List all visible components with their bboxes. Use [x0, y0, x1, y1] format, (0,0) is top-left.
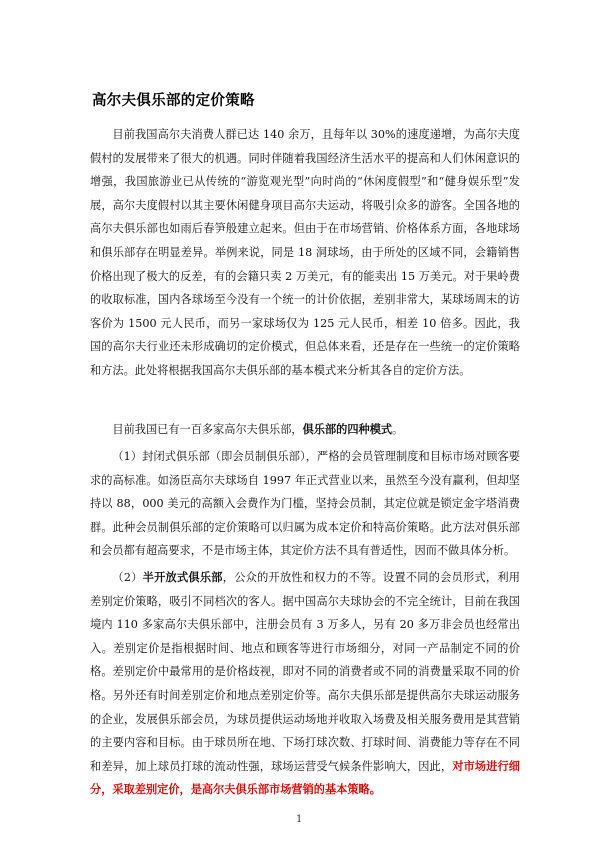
paragraph-market-overview: 目前我国高尔夫消费人群已达 140 余万，且每年以 30%的速度递增，为高尔夫度假村的发展带来了很大的机遇。同时伴随着我国经济生活水平的提高和人们休闲意识的增强，我国旅游业已从传统的“游览观光型”向时尚的“休闲度假型”和“健身娱乐型”发展，高尔夫度假村以其主要休闲健身项目高尔夫运动，将吸引众多的游客。全国各地的高尔夫俱乐部也如雨后春笋般建立起来。但由于在市场营销、价格体系方面，各地球场和俱乐部存在明显差异。举例来说，同是 18 洞球场，由于所处的区域不同，会籍销售价格出现了极大的反差，有的会籍只卖 2 万美元，有的能卖出 15 万美元。对于果岭费的收取标准，国内各球场至今没有一个统一的计价依据，差别非常大，某球场周末的访客价为 1500 元人民币，而另一家球场仅为 125 元人民币，相差 10 倍多。因此，我国的高尔夫行业还未形成确切的定价模式，但总体来看，还是存在一些统一的定价策略和方法。此处将根据我国高尔夫俱乐部的基本模式来分析其各自的定价方法。: [90, 128, 520, 377]
semi-open-highlight: 对市场进行细分，采取差别定价，是高尔夫俱乐部市场营销的基本策略。: [90, 758, 520, 797]
four-modes-lead: 目前我国已有一百多家高尔夫俱乐部，: [112, 423, 303, 436]
paragraph-four-modes-intro: [90, 418, 520, 442]
semi-open-heading: 半开放式俱乐部: [142, 570, 223, 584]
four-modes-bold: 俱乐部的四种模式: [302, 422, 393, 436]
paragraph-semi-open-club: [90, 566, 520, 802]
semi-open-number: （2）: [112, 571, 143, 584]
document-title: 高尔夫俱乐部的定价策略: [92, 93, 255, 109]
semi-open-body: ，公众的开放性和权力的不等。设置不同的会员形式，利用差别定价策略，吸引不同档次的客人。据中国高尔夫球协会的不完全统计，目前在我国境内 110 多家高尔夫俱乐部中，注册会员有 3 万多人，另有 20 多万非会员也经常出入。差别定价是指根据时间、地点和顾客等进行市场细分，对同一产品制定不同的价格。差别定价中最常用的是价格歧视，即对不同的消费者或不同的消费量采取不同的价格。另外还有时间差别定价和地点差别定价等。高尔夫俱乐部是提供高尔夫球运动服务的企业，发展俱乐部会员，为球员提供运动场地并收取入场费及相关服务费用是其营销的主要内容和目标。由于球员所在地、下场打球次数、打球时间、消费能力等存在不同和差异，加上球员打球的流动性强，球场运营受气候条件影响大，因此，: [90, 571, 520, 773]
page-number: 1: [296, 814, 303, 825]
paragraph-closed-club: （1）封闭式俱乐部（即会员制俱乐部），严格的会员管理制度和目标市场对顾客要求的高标准。如汤臣高尔夫球场自 1997 年正式营业以来，虽然至今没有赢利，但却坚持以 88，000 美元的高额入会费作为门槛，坚持会员制，其定位就是锁定金字塔消费群。此种会员制俱乐部的定价策略可以归属为成本定价和特高价策略。此方法对俱乐部和会员都有超高要求，不是市场主体，其定价方法不具有普适性，因而不做具体分析。: [90, 450, 520, 558]
four-modes-end: 。: [392, 423, 404, 436]
